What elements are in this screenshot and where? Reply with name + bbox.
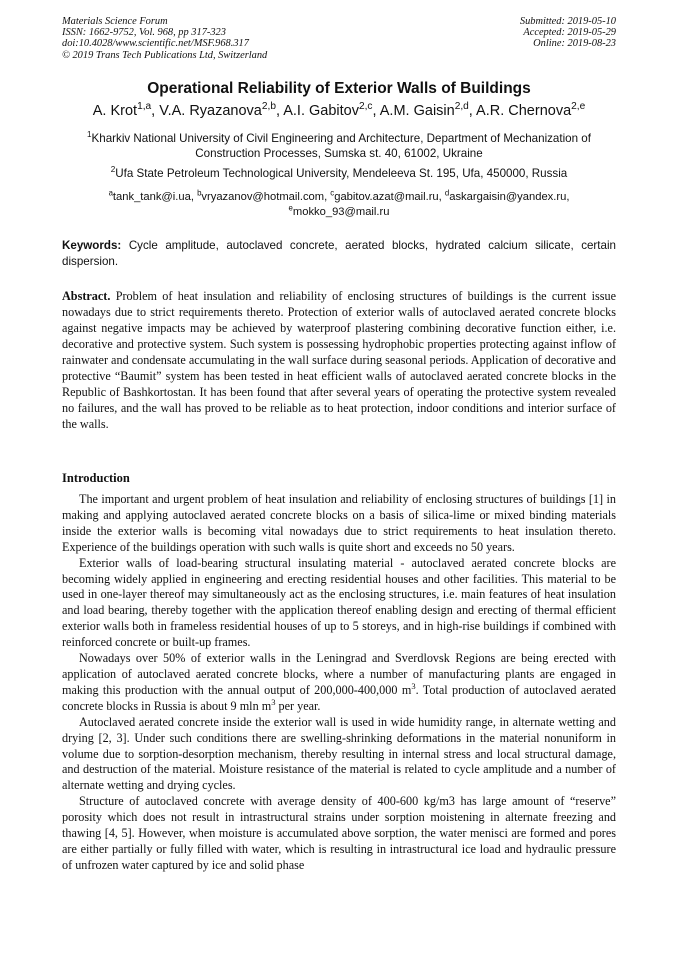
affiliation-superscript: 2 xyxy=(110,165,116,175)
paper-title: Operational Reliability of Exterior Walls of Buildings xyxy=(147,80,531,97)
email-superscript: a xyxy=(108,188,113,198)
submission-dates xyxy=(520,16,616,50)
abstract-label: Abstract. xyxy=(62,289,111,303)
email-link[interactable]: tank_tank@i.ua xyxy=(112,191,191,203)
email-superscript: e xyxy=(288,203,293,213)
email-superscript: b xyxy=(197,188,202,198)
author-superscript: 2,c xyxy=(358,101,373,113)
author-name: A. Krot xyxy=(92,103,138,119)
paragraph: Structure of autoclaved concrete with average density of 400-600 kg/m3 has large amount of “reserve” porosity which does not result in intrastructural strains under sorption moistening in alternate freezing and thawing [4, 5]. However, when moisture is accumulated above sorption, the water menisci are formed and pores are either partially or fully filled with water, which is resulting in intrastructural ice load and hydraulic pressure of unfrozen water captured by ice and solid phase xyxy=(62,794,616,872)
unit-superscript: 3 xyxy=(271,696,276,707)
author-superscript: 2,e xyxy=(571,101,586,113)
affiliation-text: Kharkiv National University of Civil Engineering and Architecture, Department of Mechanization of Construction Processes, Sumska st. 40, 61002, Ukraine xyxy=(91,132,591,160)
paragraph: Autoclaved aerated concrete inside the exterior wall is used in wide humidity range, in alternate wetting and drying [2, 3]. Under such conditions there are swelling-shrinking deformations in the material nonuniform in volume due to sorption-desorption mechanism, thereby resulting in internal stress and local structural damage, and destruction of the material. Moisture resistance of the material is related to cycle amplitude and a number of alternate wetting and drying cycles. xyxy=(62,714,616,793)
introduction-body xyxy=(62,492,616,874)
keywords-label: Keywords: xyxy=(62,239,122,252)
journal-info xyxy=(62,16,267,61)
author-superscript: 2,d xyxy=(454,101,469,113)
affiliation-1 xyxy=(62,131,616,161)
paragraph: Exterior walls of load-bearing structural insulating material - autoclaved aerated concrete blocks are becoming widely applied in engineering and erecting residential houses and other facilities. This material to be used in one-layer thereof may simultaneously act as the enclosing structures, i.e. main features of heat insulation and load bearing, thereby together with the application thereof enabling design and erecting of thermal efficient exterior walls both in frameless residential houses of up to 5 storeys, and in high-rise buildings if combined with reinforced concrete or built-up frames. xyxy=(62,555,616,650)
author-name: A.I. Gabitov xyxy=(283,103,359,119)
email-link[interactable]: vryazanov@hotmail.com xyxy=(201,191,325,203)
paragraph-text: Nowadays over 50% of exterior walls in the Leningrad and Sverdlovsk Regions are being erected with application of autoclaved aerated concrete blocks, where a number of manufacturing plants are engaged in making this production with the annual output of 200,000-400,000 m xyxy=(62,651,616,697)
author-superscript: 2,b xyxy=(261,101,276,113)
introduction-heading: Introduction xyxy=(62,471,130,485)
keywords-section xyxy=(62,238,616,269)
abstract-text: Problem of heat insulation and reliability of enclosing structures of buildings is the current issue nowadays due to strict requirements thereto. Protection of exterior walls of autoclaved aerated concrete blocks against negative impacts may be achieved by waterproof plastering combining decorative function either, i.e. decorative and protective system. Such system is possessing hydrophobic properties protecting against inflow of rainwater and condensate accumulating in the wall surface during seasonal periods. Application of decorative and protective “Baumit” system has been tested in heat efficient walls of autoclaved aerated concrete blocks in the Republic of Bashkortostan. It has been found that after several years of operating the protective system revealed no failures, and the wall has proved to be reliable as to heat protection, indoor conditions and interior surface of the walls. xyxy=(62,289,617,431)
author-emails: $^a$tank_tank@i.ua, $^b$vryazanov@hotmail.com, $^c$gabitov.azat@mail.ru, $^d$askargaisin@yandex.ru, $^e$mokko_93@mail.ru xyxy=(108,188,570,218)
email-superscript: c xyxy=(330,188,335,198)
journal-issn: ISSN: 1662-9752, Vol. 968, pp 317-323 xyxy=(62,27,226,39)
author-name: A.M. Gaisin xyxy=(379,103,455,119)
email-superscript: d xyxy=(444,188,450,198)
affiliation-text: Ufa State Petroleum Technological University, Mendeleeva St. 195, Ufa, 450000, Russia xyxy=(115,167,568,180)
journal-doi: doi:10.4028/www.scientific.net/MSF.968.317 xyxy=(62,38,249,50)
abstract-section xyxy=(62,288,616,432)
author-list: A. Krot$^{1,a}$, V.A. Ryazanova$^{2,b}$, A.I. Gabitov$^{2,c}$, A.M. Gaisin$^{2,d}$, A.R. Chernova$^{2,e}$ xyxy=(92,101,586,119)
keywords-text: Cycle amplitude, autoclaved concrete, aerated blocks, hydrated calcium silicate, certain dispersion. xyxy=(62,239,616,268)
email-link[interactable]: askargaisin@yandex.ru xyxy=(449,191,567,203)
paragraph-text: . Total production of autoclaved aerated concrete blocks in Russia is about 9 mln m xyxy=(62,682,616,713)
author-name: A.R. Chernova xyxy=(476,103,572,119)
paragraph xyxy=(62,651,616,715)
unit-superscript: 3 xyxy=(411,680,416,691)
submitted-date: Submitted: 2019-05-10 xyxy=(519,16,616,27)
email-link[interactable]: mokko_93@mail.ru xyxy=(292,206,390,218)
journal-copyright: © 2019 Trans Tech Publications Ltd, Switzerland xyxy=(62,49,268,61)
affiliation-superscript: 1 xyxy=(87,130,92,140)
paragraph: The important and urgent problem of heat insulation and reliability of enclosing structures of buildings [1] in making and applying autoclaved aerated concrete blocks on a basis of silica-lime or mixed binding materials inside the exterior walls is becoming vital nowadays due to strict requirements to heat insulation thereto. Experience of the buildings operation with such walls is quite short and exceeds no 50 years. xyxy=(62,492,616,554)
accepted-date: Accepted: 2019-05-29 xyxy=(523,27,616,39)
paragraph-text: per year. xyxy=(275,698,321,713)
online-date: Online: 2019-08-23 xyxy=(533,38,616,50)
affiliation-2 xyxy=(62,166,616,181)
author-name: V.A. Ryazanova xyxy=(159,103,262,119)
email-link[interactable]: gabitov.azat@mail.ru xyxy=(334,191,439,203)
journal-name: Materials Science Forum xyxy=(62,16,168,27)
author-superscript: 1,a xyxy=(137,101,152,113)
